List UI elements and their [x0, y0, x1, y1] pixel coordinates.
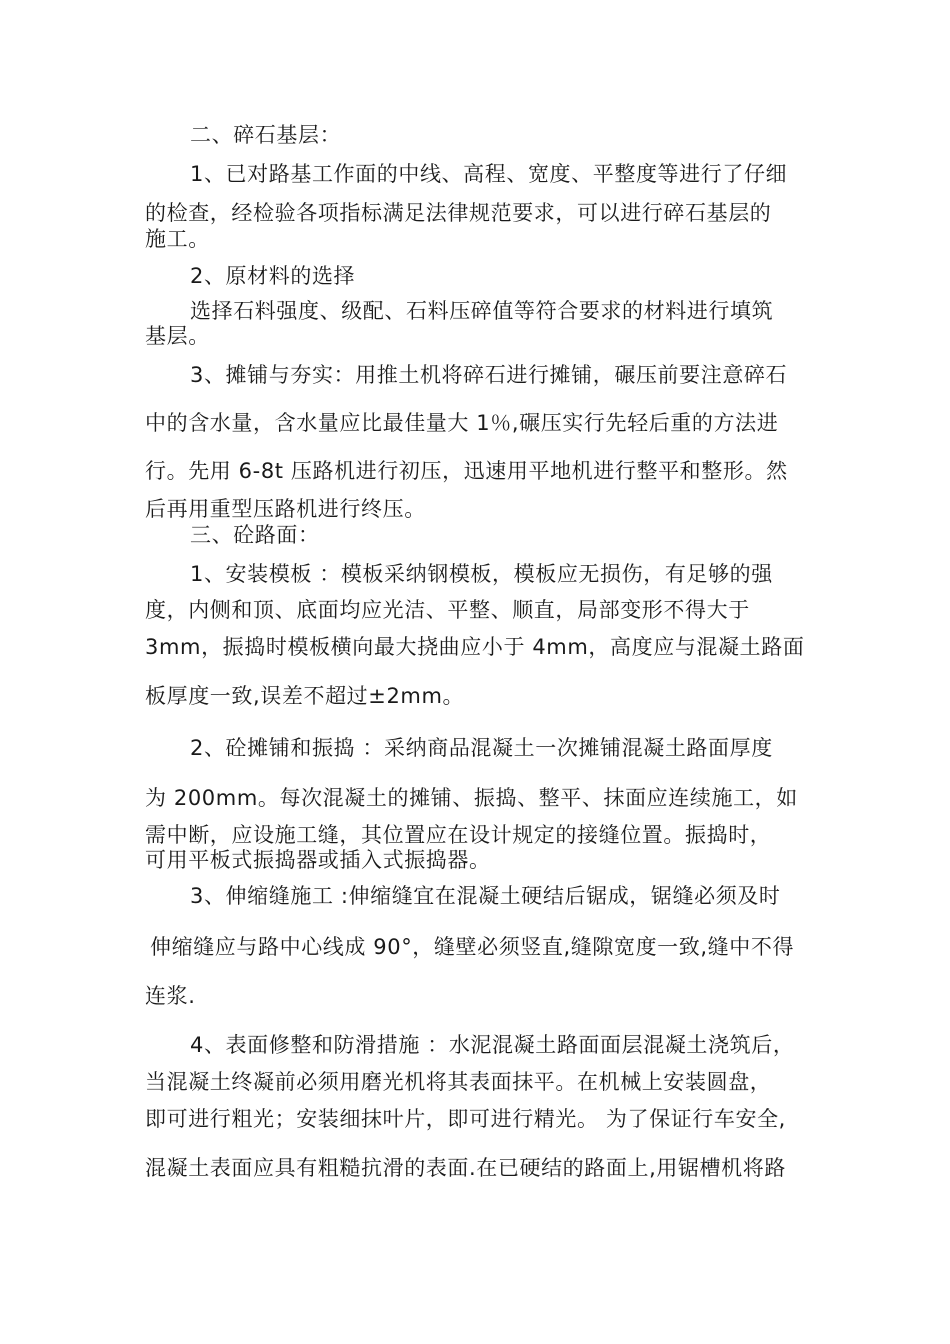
paragraph-line: 的检查，经检验各项指标满足法律规范要求，可以进行碎石基层的	[145, 201, 772, 225]
paragraph-line: 即可进行粗光；安装细抹叶片，即可进行精光。 为了保证行车安全,	[145, 1107, 786, 1131]
paragraph-line: 可用平板式振捣器或插入式振捣器。	[145, 848, 491, 872]
paragraph-line: 连浆.	[145, 984, 196, 1008]
paragraph-line: 板厚度一致,误差不超过±2mm。	[145, 684, 465, 708]
paragraph-line: 1、已对路基工作面的中线、高程、宽度、平整度等进行了仔细	[190, 162, 788, 186]
heading-gravel-base: 二、碎石基层：	[190, 123, 342, 147]
paragraph-line: 度，内侧和顶、底面均应光洁、平整、顺直，局部变形不得大于	[145, 598, 750, 622]
paragraph-line: 后再用重型压路机进行终压。	[145, 497, 426, 521]
paragraph-line: 混凝土表面应具有粗糙抗滑的表面.在已硬结的路面上,用锯槽机将路	[145, 1156, 786, 1180]
paragraph-line: 选择石料强度、级配、石料压碎值等符合要求的材料进行填筑	[190, 299, 774, 323]
paragraph-line: 4、表面修整和防滑措施 ：水泥混凝土路面面层混凝土浇筑后，	[190, 1033, 795, 1057]
heading-concrete-road: 三、砼路面：	[190, 523, 320, 547]
paragraph-line: 当混凝土终凝前必须用磨光机将其表面抹平。在机械上安装圆盘，	[145, 1070, 772, 1094]
paragraph-line: 伸缩缝应与路中心线成 90°，缝壁必须竖直,缝隙宽度一致,缝中不得	[150, 935, 795, 959]
paragraph-line: 行。先用 6-8t 压路机进行初压，迅速用平地机进行整平和整形。然	[145, 459, 788, 483]
paragraph-line: 基层。	[145, 324, 210, 348]
paragraph-line: 3、伸缩缝施工 :伸缩缝宜在混凝土硬结后锯成，锯缝必须及时	[190, 884, 781, 908]
paragraph-line: 3mm，振捣时模板横向最大挠曲应小于 4mm，高度应与混凝土路面	[145, 635, 805, 659]
paragraph-line: 中的含水量，含水量应比最佳量大 1％,碾压实行先轻后重的方法进	[145, 411, 779, 435]
paragraph-line: 2、原材料的选择	[190, 264, 356, 288]
paragraph-line: 为 200mm。每次混凝土的摊铺、振捣、整平、抹面应连续施工，如	[145, 786, 798, 810]
paragraph-line: 2、砼摊铺和振捣 ：采纳商品混凝土一次摊铺混凝土路面厚度	[190, 736, 773, 760]
paragraph-line: 1、安装模板 ：模板采纳钢模板，模板应无损伤，有足够的强	[190, 562, 773, 586]
paragraph-line: 施工。	[145, 227, 210, 251]
paragraph-line: 需中断，应设施工缝，其位置应在设计规定的接缝位置。振捣时，	[145, 823, 772, 847]
paragraph-line: 3、摊铺与夯实：用推土机将碎石进行摊铺，碾压前要注意碎石	[190, 363, 788, 387]
